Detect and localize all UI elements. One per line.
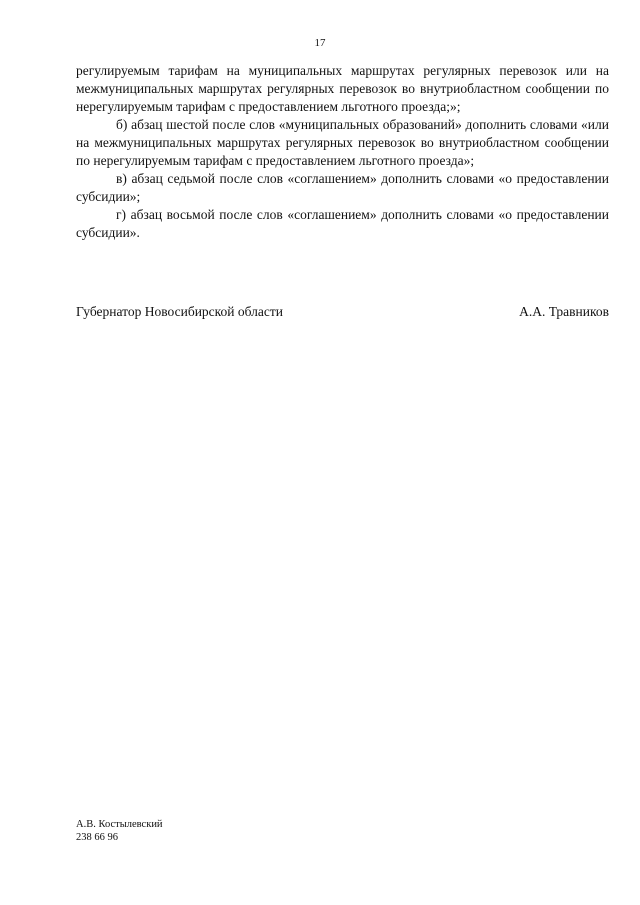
signatory-name: А.А. Травников xyxy=(519,304,609,319)
document-body xyxy=(76,62,609,242)
paragraph-item-g: г) абзац восьмой после слов «соглашением» дополнить словами «о предоставлении субсидии». xyxy=(76,207,609,240)
page-number: 17 xyxy=(314,37,326,49)
paragraph-item-v: в) абзац седьмой после слов «соглашением» дополнить словами «о предоставлении субсидии»; xyxy=(76,171,609,204)
executor-block xyxy=(76,818,163,844)
signatory-position: Губернатор Новосибирской области xyxy=(76,304,284,319)
executor-name: А.В. Костылевский xyxy=(76,819,163,830)
signature-block xyxy=(76,303,609,321)
paragraph-continuation: регулируемым тарифам на муниципальных маршрутах регулярных перевозок или на межмуниципальных маршрутах регулярных перевозок во внутриобластном сообщении по нерегулируемым тарифам с предоставлением льготного проезда;»; xyxy=(76,63,609,114)
paragraph-item-b: б) абзац шестой после слов «муниципальных образований» дополнить словами «или на межмуниципальных маршрутах регулярных перевозок во внутриобластном сообщении по нерегулируемым тарифам с предоставлением льготного проезда»; xyxy=(76,117,609,168)
executor-phone: 238 66 96 xyxy=(76,832,118,843)
